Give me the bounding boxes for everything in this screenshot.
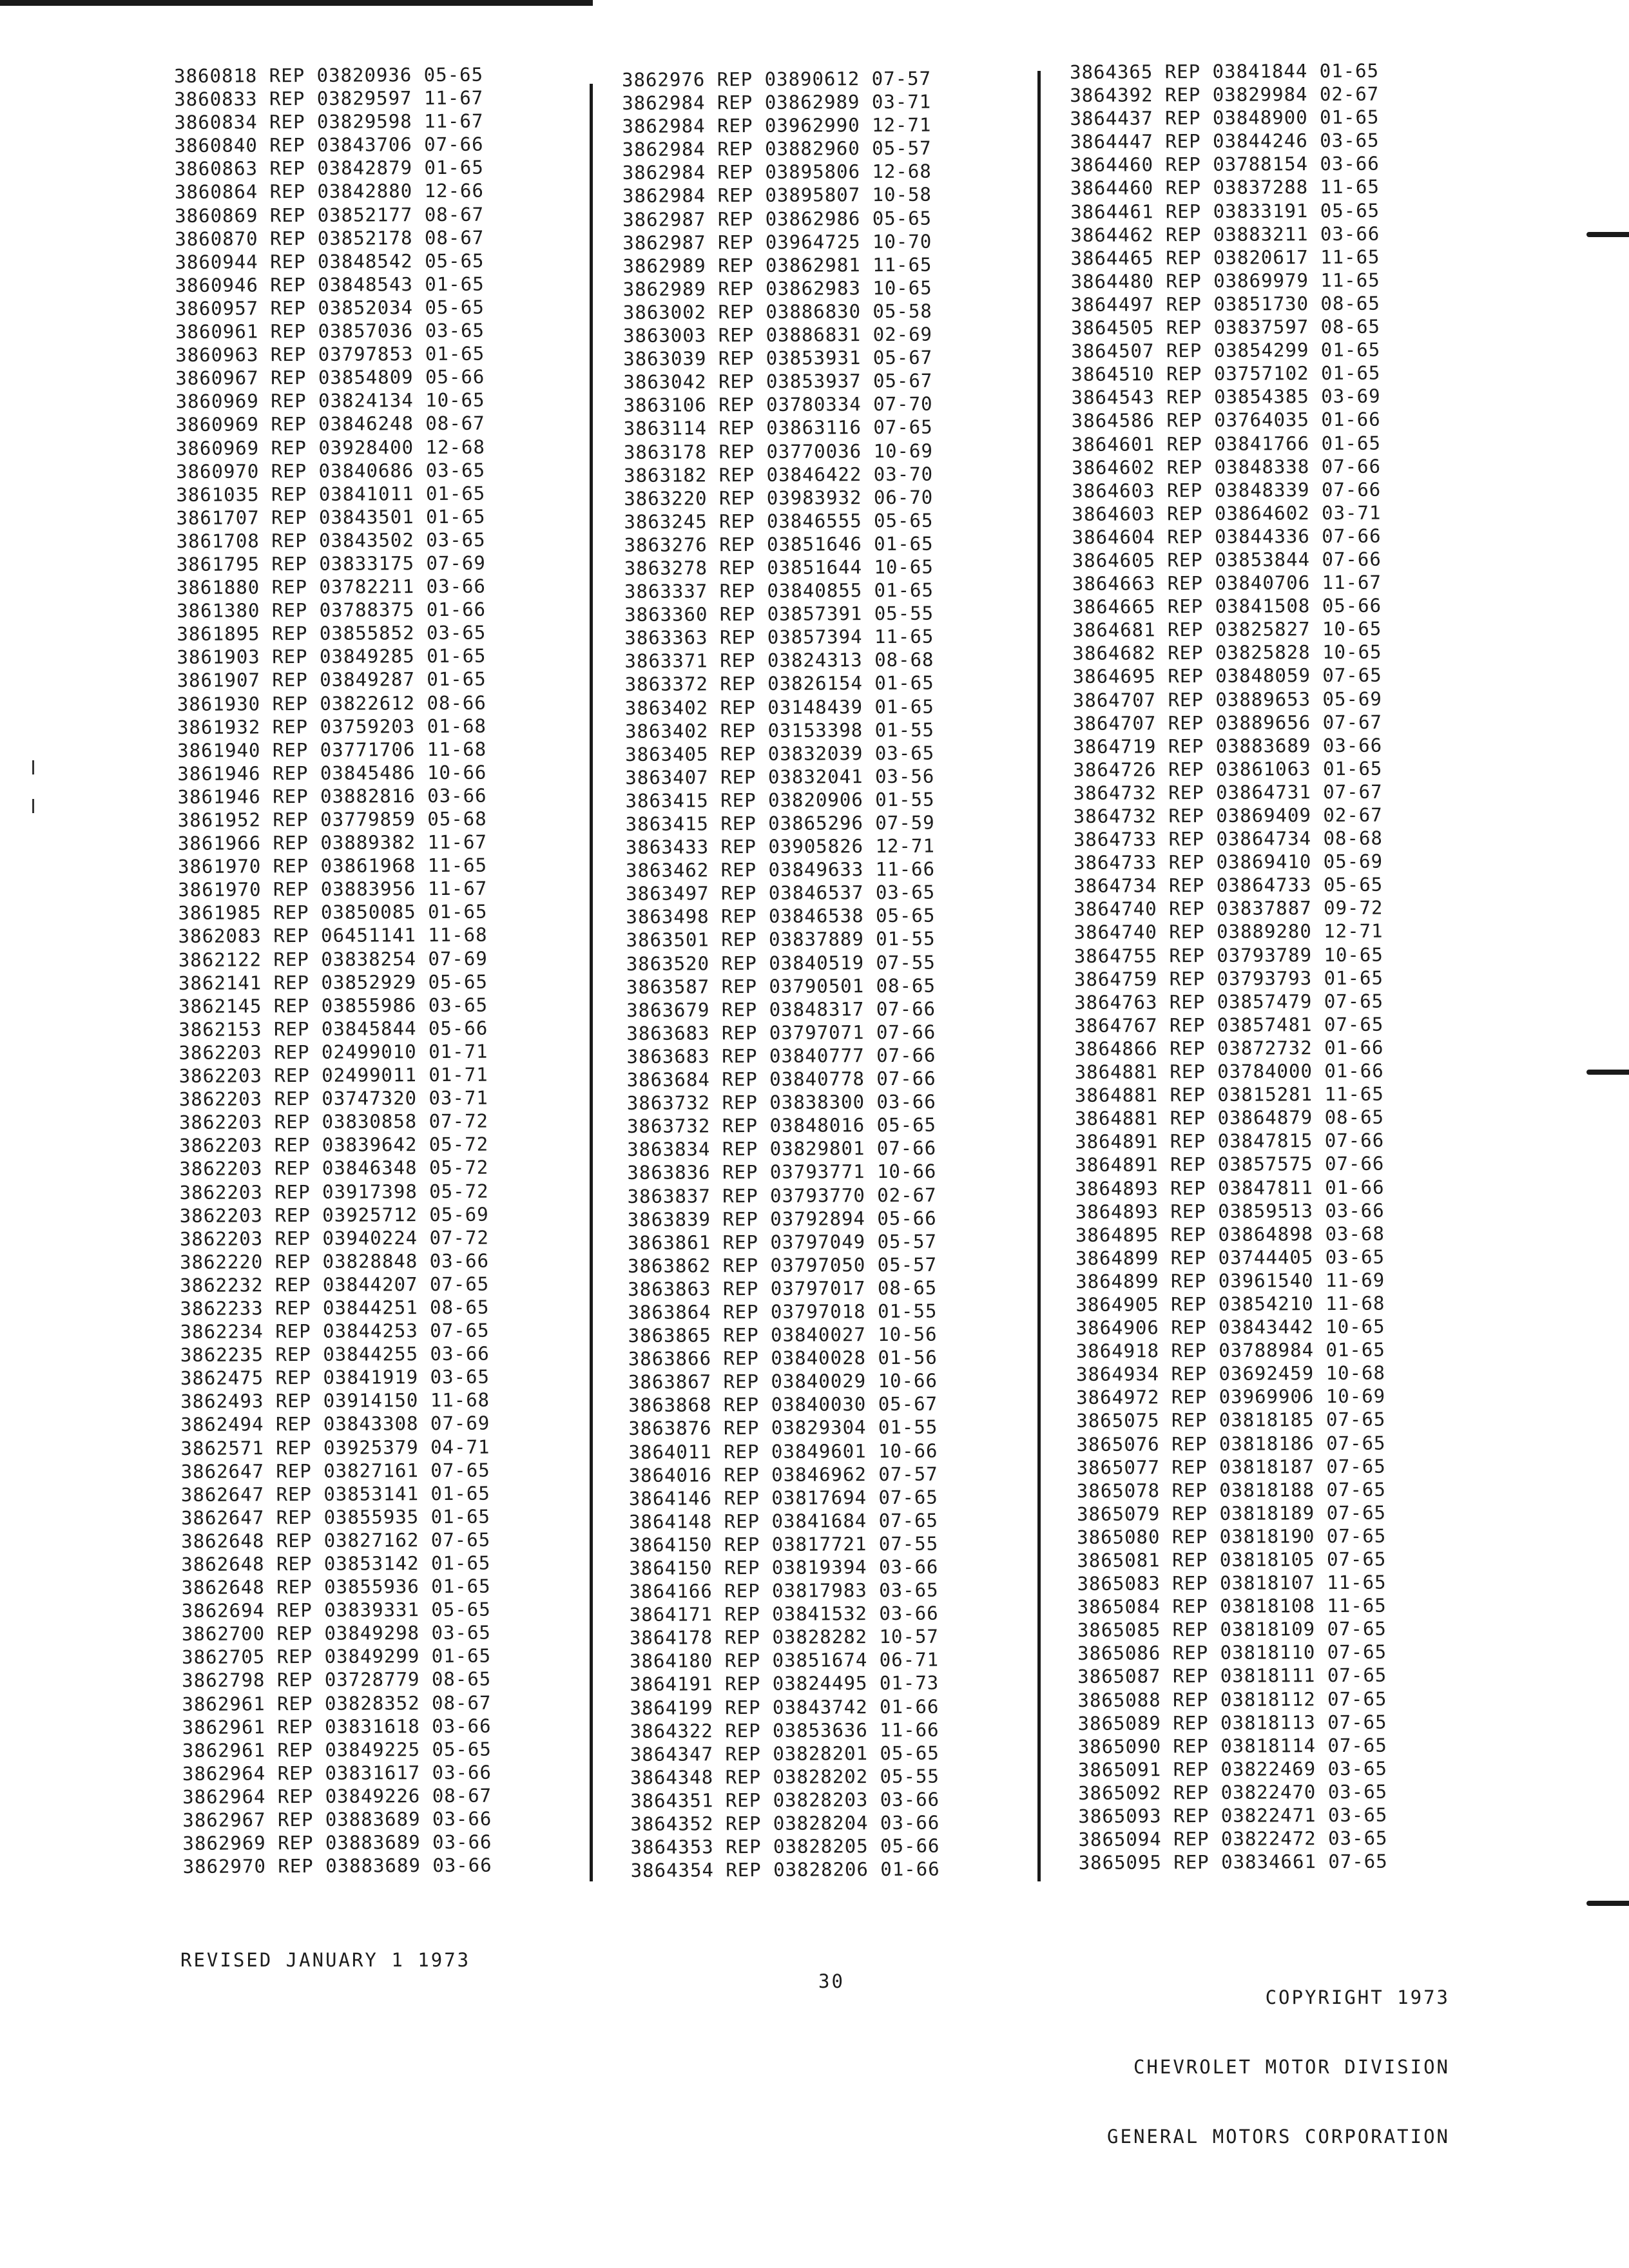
part-entry: 3863337 REP 03840855 01-65 <box>624 579 934 603</box>
parts-column-1 <box>174 63 492 1879</box>
part-entry: 3861952 REP 03779859 05-68 <box>177 807 487 831</box>
part-entry: 3864148 REP 03841684 07-65 <box>628 1509 939 1533</box>
part-entry: 3864759 REP 03793793 01-65 <box>1074 966 1383 990</box>
copyright-line: COPYRIGHT 1973 <box>1265 1986 1450 2008</box>
part-entry: 3864934 REP 03692459 10-68 <box>1075 1361 1385 1386</box>
binding-edge-mark <box>1586 232 1629 237</box>
part-entry: 3864665 REP 03841508 05-66 <box>1072 594 1382 619</box>
part-entry: 3862798 REP 03728779 08-65 <box>182 1668 492 1692</box>
part-entry: 3864586 REP 03764035 01-66 <box>1071 408 1381 432</box>
part-entry: 3861907 REP 03849287 01-65 <box>177 668 487 692</box>
part-entry: 3861932 REP 03759203 01-68 <box>177 715 487 738</box>
copyright-line: GENERAL MOTORS CORPORATION <box>1107 2126 1450 2148</box>
part-entry: 3863407 REP 03832041 03-56 <box>625 765 935 789</box>
part-entry: 3865095 REP 03834661 07-65 <box>1078 1850 1388 1874</box>
part-entry: 3863684 REP 03840778 07-66 <box>626 1067 936 1091</box>
part-entry: 3863182 REP 03846422 03-70 <box>624 463 934 486</box>
part-entry: 3862984 REP 03962990 12-71 <box>622 113 932 138</box>
part-entry: 3862647 REP 03827161 07-65 <box>180 1459 490 1483</box>
part-entry: 3865090 REP 03818114 07-65 <box>1077 1734 1387 1758</box>
binding-edge-mark <box>1586 1901 1629 1906</box>
part-entry: 3863863 REP 03797017 08-65 <box>628 1276 938 1300</box>
part-entry: 3863372 REP 03826154 01-65 <box>624 672 934 696</box>
part-entry: 3864719 REP 03883689 03-66 <box>1073 734 1383 758</box>
part-entry: 3863866 REP 03840028 01-56 <box>628 1346 938 1370</box>
part-entry: 3862235 REP 03844255 03-66 <box>180 1342 490 1367</box>
part-entry: 3863864 REP 03797018 01-55 <box>628 1300 938 1323</box>
part-entry: 3861966 REP 03889382 11-67 <box>177 831 487 855</box>
part-entry: 3864602 REP 03848338 07-66 <box>1072 455 1382 479</box>
part-entry: 3862967 REP 03883689 03-66 <box>182 1807 492 1831</box>
part-entry: 3860957 REP 03852034 05-65 <box>175 296 485 320</box>
part-entry: 3865094 REP 03822472 03-65 <box>1078 1827 1388 1851</box>
part-entry: 3863402 REP 03148439 01-65 <box>624 695 934 719</box>
part-entry: 3864178 REP 03828282 10-57 <box>629 1625 939 1649</box>
part-entry: 3861970 REP 03861968 11-65 <box>178 854 488 878</box>
part-entry: 3864447 REP 03844246 03-65 <box>1070 129 1380 153</box>
part-entry: 3864507 REP 03854299 01-65 <box>1071 338 1381 363</box>
margin-tick <box>32 799 34 813</box>
part-entry: 3862234 REP 03844253 07-65 <box>180 1319 490 1343</box>
part-entry: 3863683 REP 03840777 07-66 <box>626 1044 936 1068</box>
part-entry: 3864603 REP 03864602 03-71 <box>1072 501 1382 525</box>
part-entry: 3864733 REP 03869410 05-69 <box>1074 850 1383 874</box>
part-entry: 3864166 REP 03817983 03-65 <box>629 1579 939 1603</box>
part-entry: 3862493 REP 03914150 11-68 <box>180 1389 490 1413</box>
part-entry: 3863732 REP 03838300 03-66 <box>626 1090 936 1115</box>
top-edge-rule <box>0 0 593 6</box>
part-entry: 3862083 REP 06451141 11-68 <box>178 924 488 948</box>
part-entry: 3865086 REP 03818110 07-65 <box>1077 1641 1387 1665</box>
part-entry: 3862970 REP 03883689 03-66 <box>182 1854 492 1878</box>
part-entry: 3864767 REP 03857481 07-65 <box>1074 1013 1384 1037</box>
part-entry: 3862203 REP 02499010 01-71 <box>178 1040 488 1064</box>
part-entry: 3864893 REP 03847811 01-66 <box>1075 1176 1385 1200</box>
part-entry: 3862647 REP 03855935 01-65 <box>180 1505 491 1529</box>
part-entry: 3861940 REP 03771706 11-68 <box>177 738 487 762</box>
part-entry: 3861985 REP 03850085 01-65 <box>178 901 488 925</box>
part-entry: 3864465 REP 03820617 11-65 <box>1070 245 1380 269</box>
part-entry: 3864348 REP 03828202 05-55 <box>630 1765 940 1789</box>
part-entry: 3863876 REP 03829304 01-55 <box>628 1416 938 1440</box>
part-entry: 3860969 REP 03928400 12-68 <box>175 436 485 459</box>
part-entry: 3863498 REP 03846538 05-65 <box>626 905 936 928</box>
part-entry: 3861708 REP 03843502 03-65 <box>176 528 486 552</box>
part-entry: 3863402 REP 03153398 01-55 <box>624 718 935 742</box>
part-entry: 3862961 REP 03828352 08-67 <box>182 1691 492 1715</box>
part-entry: 3864891 REP 03857575 07-66 <box>1075 1153 1385 1177</box>
part-entry: 3863178 REP 03770036 10-69 <box>623 439 933 463</box>
part-entry: 3860833 REP 03829597 11-67 <box>174 86 484 111</box>
part-entry: 3862203 REP 03747320 03-71 <box>178 1086 488 1111</box>
part-entry: 3860967 REP 03854809 05-66 <box>175 365 485 390</box>
part-entry: 3864734 REP 03864733 05-65 <box>1074 873 1383 898</box>
part-entry: 3862203 REP 02499011 01-71 <box>178 1063 488 1088</box>
part-entry: 3863679 REP 03848317 07-66 <box>626 997 936 1021</box>
part-entry: 3862984 REP 03862989 03-71 <box>622 90 932 115</box>
part-entry: 3861880 REP 03782211 03-66 <box>176 575 486 599</box>
part-entry: 3864497 REP 03851730 08-65 <box>1070 292 1380 316</box>
part-entry: 3864365 REP 03841844 01-65 <box>1070 59 1380 83</box>
part-entry: 3862203 REP 03846348 05-72 <box>179 1157 489 1180</box>
part-entry: 3864866 REP 03872732 01-66 <box>1074 1036 1384 1060</box>
part-entry: 3864505 REP 03837597 08-65 <box>1070 315 1381 340</box>
part-entry: 3864899 REP 03744405 03-65 <box>1075 1245 1385 1269</box>
part-entry: 3862987 REP 03862986 05-65 <box>622 207 932 231</box>
part-entry: 3863462 REP 03849633 11-66 <box>626 858 936 882</box>
part-entry: 3862153 REP 03845844 05-66 <box>178 1017 488 1041</box>
part-entry: 3862571 REP 03925379 04-71 <box>180 1436 490 1459</box>
part-entry: 3864322 REP 03853636 11-66 <box>630 1718 940 1742</box>
part-entry: 3865075 REP 03818185 07-65 <box>1076 1408 1386 1432</box>
part-entry: 3863837 REP 03793770 02-67 <box>627 1184 937 1207</box>
part-entry: 3863433 REP 03905826 12-71 <box>625 834 935 859</box>
part-entry: 3861930 REP 03822612 08-66 <box>177 691 487 715</box>
part-entry: 3865085 REP 03818109 07-65 <box>1077 1617 1387 1642</box>
part-entry: 3865089 REP 03818113 07-65 <box>1077 1711 1387 1735</box>
part-entry: 3864726 REP 03861063 01-65 <box>1073 757 1383 781</box>
part-entry: 3864893 REP 03859513 03-66 <box>1075 1199 1385 1223</box>
part-entry: 3864604 REP 03844336 07-66 <box>1072 524 1382 548</box>
part-entry: 3862989 REP 03862981 11-65 <box>622 253 932 277</box>
part-entry: 3864460 REP 03837288 11-65 <box>1070 176 1380 200</box>
part-entry: 3861380 REP 03788375 01-66 <box>177 598 487 622</box>
part-entry: 3863683 REP 03797071 07-66 <box>626 1021 936 1044</box>
part-entry: 3860963 REP 03797853 01-65 <box>175 342 485 367</box>
part-entry: 3862984 REP 03882960 05-57 <box>622 137 932 161</box>
part-entry: 3862976 REP 03890612 07-57 <box>622 67 932 91</box>
part-entry: 3865079 REP 03818189 07-65 <box>1076 1501 1387 1525</box>
part-entry: 3862203 REP 03917398 05-72 <box>179 1180 489 1204</box>
part-entry: 3864905 REP 03854210 11-68 <box>1075 1292 1385 1316</box>
part-entry: 3864682 REP 03825828 10-65 <box>1072 640 1382 665</box>
parts-column-2 <box>622 67 940 1883</box>
part-entry: 3862647 REP 03853141 01-65 <box>180 1482 490 1506</box>
part-entry: 3865093 REP 03822471 03-65 <box>1078 1803 1388 1827</box>
part-entry: 3862203 REP 03940224 07-72 <box>179 1226 489 1250</box>
part-entry: 3863405 REP 03832039 03-65 <box>625 742 935 765</box>
part-entry: 3863371 REP 03824313 08-68 <box>624 648 934 673</box>
page-number: 30 <box>818 1970 845 1992</box>
binding-edge-mark <box>1586 1070 1629 1075</box>
part-entry: 3862648 REP 03855936 01-65 <box>181 1575 491 1599</box>
revised-date: REVISED JANUARY 1 1973 <box>180 1949 471 1971</box>
part-entry: 3860818 REP 03820936 05-65 <box>174 63 484 87</box>
part-entry: 3864663 REP 03840706 11-67 <box>1072 571 1382 595</box>
part-entry: 3862494 REP 03843308 07-69 <box>180 1412 490 1436</box>
part-entry: 3864740 REP 03837887 09-72 <box>1074 897 1383 921</box>
part-entry: 3863861 REP 03797049 05-57 <box>627 1230 937 1254</box>
part-entry: 3862694 REP 03839331 05-65 <box>181 1598 491 1622</box>
part-entry: 3862648 REP 03827162 07-65 <box>181 1528 491 1552</box>
column-divider-1 <box>590 84 593 1881</box>
part-entry: 3862705 REP 03849299 01-65 <box>181 1645 492 1669</box>
part-entry: 3863002 REP 03886830 05-58 <box>622 300 932 323</box>
part-entry: 3862987 REP 03964725 10-70 <box>622 230 932 254</box>
part-entry: 3863106 REP 03780334 07-70 <box>623 392 933 417</box>
part-entry: 3864918 REP 03788984 01-65 <box>1075 1338 1385 1363</box>
part-entry: 3861035 REP 03841011 01-65 <box>176 482 486 506</box>
part-entry: 3863834 REP 03829801 07-66 <box>627 1137 937 1161</box>
part-entry: 3861895 REP 03855852 03-65 <box>177 621 487 646</box>
part-entry: 3864906 REP 03843442 10-65 <box>1075 1315 1385 1340</box>
part-entry: 3864352 REP 03828204 03-66 <box>630 1811 940 1835</box>
part-entry: 3862700 REP 03849298 03-65 <box>181 1621 491 1646</box>
part-entry: 3861707 REP 03843501 01-65 <box>176 505 486 529</box>
part-entry: 3864681 REP 03825827 10-65 <box>1072 617 1382 642</box>
part-entry: 3864354 REP 03828206 01-66 <box>630 1858 940 1882</box>
part-entry: 3864881 REP 03864879 08-65 <box>1074 1106 1385 1130</box>
part-entry: 3864707 REP 03889653 05-69 <box>1072 687 1382 711</box>
part-entry: 3860970 REP 03840686 03-65 <box>176 459 486 483</box>
part-entry: 3864510 REP 03757102 01-65 <box>1071 361 1381 386</box>
part-entry: 3861903 REP 03849285 01-65 <box>177 644 487 669</box>
part-entry: 3865088 REP 03818112 07-65 <box>1077 1687 1387 1711</box>
part-entry: 3864392 REP 03829984 02-67 <box>1070 82 1380 107</box>
part-entry: 3864171 REP 03841532 03-66 <box>629 1602 939 1626</box>
part-entry: 3860870 REP 03852178 08-67 <box>175 226 485 250</box>
part-entry: 3864891 REP 03847815 07-66 <box>1075 1129 1385 1153</box>
part-entry: 3860869 REP 03852177 08-67 <box>175 203 485 227</box>
part-entry: 3864480 REP 03869979 11-65 <box>1070 269 1380 293</box>
part-entry: 3864740 REP 03889280 12-71 <box>1074 920 1383 944</box>
part-entry: 3862232 REP 03844207 07-65 <box>180 1273 490 1296</box>
part-entry: 3863003 REP 03886831 02-69 <box>622 323 933 347</box>
part-entry: 3862141 REP 03852929 05-65 <box>178 970 488 994</box>
part-entry: 3863039 REP 03853931 05-67 <box>623 346 933 370</box>
part-entry: 3865081 REP 03818105 07-65 <box>1077 1548 1387 1571</box>
part-entry: 3862961 REP 03831618 03-66 <box>182 1715 492 1738</box>
part-entry: 3860946 REP 03848543 01-65 <box>175 273 485 296</box>
part-entry: 3861795 REP 03833175 07-69 <box>176 552 486 575</box>
part-entry: 3863220 REP 03983932 06-70 <box>624 486 934 510</box>
part-entry: 3863415 REP 03820906 01-55 <box>625 788 935 812</box>
part-entry: 3864972 REP 03969906 10-69 <box>1076 1385 1386 1409</box>
parts-column-3 <box>1070 59 1388 1875</box>
part-entry: 3863276 REP 03851646 01-65 <box>624 532 934 556</box>
part-entry: 3860969 REP 03846248 08-67 <box>175 412 485 436</box>
part-entry: 3861946 REP 03882816 03-66 <box>177 784 487 808</box>
part-entry: 3863868 REP 03840030 05-67 <box>628 1392 938 1417</box>
part-entry: 3864755 REP 03793789 10-65 <box>1074 943 1383 967</box>
part-entry: 3863867 REP 03840029 10-66 <box>628 1369 938 1394</box>
part-entry: 3862969 REP 03883689 03-66 <box>182 1831 492 1855</box>
part-entry: 3865078 REP 03818188 07-65 <box>1076 1478 1386 1502</box>
part-entry: 3864881 REP 03784000 01-66 <box>1074 1059 1384 1084</box>
part-entry: 3864191 REP 03824495 01-73 <box>630 1672 940 1696</box>
part-entry: 3865076 REP 03818186 07-65 <box>1076 1432 1386 1456</box>
part-entry: 3864601 REP 03841766 01-65 <box>1071 432 1381 456</box>
part-entry: 3865084 REP 03818108 11-65 <box>1077 1594 1387 1619</box>
part-entry: 3864899 REP 03961540 11-69 <box>1075 1269 1385 1293</box>
part-entry: 3863839 REP 03792894 05-66 <box>627 1207 937 1231</box>
part-entry: 3865092 REP 03822470 03-65 <box>1078 1780 1388 1804</box>
part-entry: 3865087 REP 03818111 07-65 <box>1077 1664 1387 1688</box>
part-entry: 3862989 REP 03862983 10-65 <box>622 276 932 300</box>
part-entry: 3864462 REP 03883211 03-66 <box>1070 222 1380 246</box>
part-entry: 3865080 REP 03818190 07-65 <box>1077 1524 1387 1548</box>
part-entry: 3863587 REP 03790501 08-65 <box>626 974 936 998</box>
part-entry: 3864150 REP 03817721 07-55 <box>629 1532 939 1556</box>
part-entry: 3864732 REP 03864731 07-67 <box>1073 780 1383 804</box>
part-entry: 3864347 REP 03828201 05-65 <box>630 1742 940 1765</box>
part-entry: 3862648 REP 03853142 01-65 <box>181 1552 491 1575</box>
part-entry: 3864543 REP 03854385 03-69 <box>1071 385 1381 409</box>
part-entry: 3862203 REP 03925712 05-69 <box>179 1203 489 1227</box>
part-entry: 3864695 REP 03848059 07-65 <box>1072 664 1382 688</box>
part-entry: 3864011 REP 03849601 10-66 <box>628 1439 938 1463</box>
part-entry: 3861970 REP 03883956 11-67 <box>178 877 488 901</box>
part-entry: 3864603 REP 03848339 07-66 <box>1072 478 1382 502</box>
part-entry: 3863836 REP 03793771 10-66 <box>627 1160 937 1184</box>
column-divider-2 <box>1037 71 1041 1881</box>
part-entry: 3864733 REP 03864734 08-68 <box>1073 827 1383 851</box>
part-entry: 3864605 REP 03853844 07-66 <box>1072 548 1382 572</box>
part-entry: 3860834 REP 03829598 11-67 <box>174 110 484 134</box>
margin-tick <box>32 760 34 774</box>
part-entry: 3864707 REP 03889656 07-67 <box>1072 711 1383 735</box>
part-entry: 3862145 REP 03855986 03-65 <box>178 994 488 1017</box>
part-entry: 3862984 REP 03895807 10-58 <box>622 184 932 207</box>
part-entry: 3862475 REP 03841919 03-65 <box>180 1365 490 1390</box>
part-entry: 3864732 REP 03869409 02-67 <box>1073 803 1383 827</box>
part-entry: 3863415 REP 03865296 07-59 <box>625 811 935 835</box>
part-entry: 3863363 REP 03857394 11-65 <box>624 625 934 649</box>
copyright-block <box>1089 1939 1450 2171</box>
part-entry: 3863114 REP 03863116 07-65 <box>623 416 933 440</box>
part-entry: 3863042 REP 03853937 05-67 <box>623 369 933 394</box>
part-entry: 3862233 REP 03844251 08-65 <box>180 1296 490 1320</box>
part-entry: 3861946 REP 03845486 10-66 <box>177 761 487 785</box>
part-entry: 3862964 REP 03849226 08-67 <box>182 1784 492 1808</box>
part-entry: 3864146 REP 03817694 07-65 <box>628 1486 938 1510</box>
part-entry: 3863497 REP 03846537 03-65 <box>626 881 936 905</box>
part-entry: 3865077 REP 03818187 07-65 <box>1076 1455 1386 1479</box>
part-entry: 3864460 REP 03788154 03-66 <box>1070 153 1380 177</box>
part-entry: 3864351 REP 03828203 03-66 <box>630 1788 940 1812</box>
part-entry: 3860863 REP 03842879 01-65 <box>174 157 484 180</box>
part-entry: 3860961 REP 03857036 03-65 <box>175 319 485 343</box>
part-entry: 3862964 REP 03831617 03-66 <box>182 1761 492 1785</box>
part-entry: 3864353 REP 03828205 05-66 <box>630 1834 940 1859</box>
part-entry: 3863501 REP 03837889 01-55 <box>626 928 936 952</box>
part-entry: 3863360 REP 03857391 05-55 <box>624 602 934 626</box>
part-entry: 3863865 REP 03840027 10-56 <box>628 1323 938 1347</box>
part-entry: 3863245 REP 03846555 05-65 <box>624 509 934 533</box>
part-entry: 3863862 REP 03797050 05-57 <box>628 1253 938 1277</box>
part-entry: 3863278 REP 03851644 10-65 <box>624 555 934 579</box>
part-entry: 3862984 REP 03895806 12-68 <box>622 160 932 184</box>
part-entry: 3864895 REP 03864898 03-68 <box>1075 1222 1385 1246</box>
part-entry: 3864199 REP 03843742 01-66 <box>630 1695 940 1719</box>
part-entry: 3865091 REP 03822469 03-65 <box>1077 1757 1387 1781</box>
part-entry: 3864763 REP 03857479 07-65 <box>1074 990 1384 1014</box>
part-entry: 3864881 REP 03815281 11-65 <box>1074 1082 1384 1107</box>
part-entry: 3862961 REP 03849225 05-65 <box>182 1738 492 1762</box>
part-entry: 3860864 REP 03842880 12-66 <box>174 180 485 204</box>
part-entry: 3865083 REP 03818107 11-65 <box>1077 1571 1387 1595</box>
part-entry: 3864016 REP 03846962 07-57 <box>628 1463 938 1486</box>
part-entry: 3864437 REP 03848900 01-65 <box>1070 106 1380 130</box>
part-entry: 3860944 REP 03848542 05-65 <box>175 249 485 273</box>
part-entry: 3864461 REP 03833191 05-65 <box>1070 199 1380 223</box>
part-entry: 3862203 REP 03830858 07-72 <box>178 1110 489 1134</box>
copyright-line: CHEVROLET MOTOR DIVISION <box>1133 2056 1450 2078</box>
part-entry: 3864150 REP 03819394 03-66 <box>629 1555 939 1579</box>
part-entry: 3863732 REP 03848016 05-65 <box>626 1113 937 1138</box>
part-entry: 3860840 REP 03843706 07-66 <box>174 133 484 157</box>
part-entry: 3860969 REP 03824134 10-65 <box>175 389 485 413</box>
part-entry: 3862203 REP 03839642 05-72 <box>179 1133 489 1157</box>
part-entry: 3862220 REP 03828848 03-66 <box>180 1249 490 1273</box>
part-entry: 3864180 REP 03851674 06-71 <box>629 1649 940 1673</box>
part-entry: 3862122 REP 03838254 07-69 <box>178 947 488 971</box>
part-entry: 3863520 REP 03840519 07-55 <box>626 951 936 975</box>
